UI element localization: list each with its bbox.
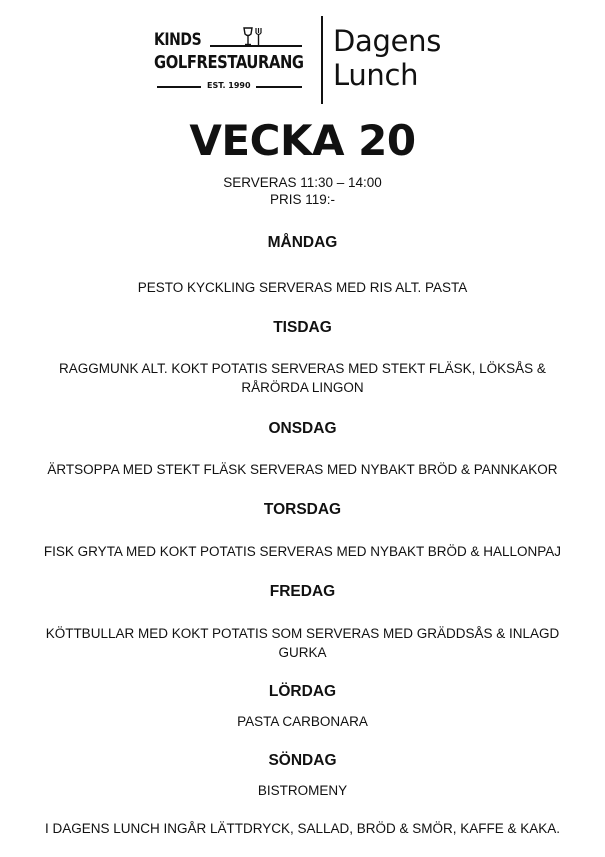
dish-tuesday-line-2: RÅRÖRDA LINGON xyxy=(241,380,364,395)
restaurant-logo xyxy=(0,0,320,110)
logo-established: EST. 1990 xyxy=(207,81,251,90)
dish-saturday: PASTA CARBONARA xyxy=(237,714,368,729)
price: PRIS 119:- xyxy=(269,192,336,207)
dish-wednesday: ÄRTSOPPA MED STEKT FLÄSK SERVERAS MED NYBAKT BRÖD & PANNKAKOR xyxy=(47,462,558,477)
day-name-sunday: SÖNDAG xyxy=(268,752,337,769)
wine-glass-fork-icon xyxy=(242,27,264,47)
header-divider xyxy=(321,16,323,104)
serving-time: SERVERAS 11:30 – 14:00 xyxy=(223,175,382,190)
tagline-line-1: Dagens xyxy=(333,24,442,58)
dish-friday-line-2: GURKA xyxy=(278,645,327,660)
footer-note: I DAGENS LUNCH INGÅR LÄTTDRYCK, SALLAD, BRÖD & SMÖR, KAFFE & KAKA. xyxy=(44,821,561,836)
day-name-thursday: TORSDAG xyxy=(263,501,342,518)
dish-monday: PESTO KYCKLING SERVERAS MED RIS ALT. PASTA xyxy=(137,280,468,295)
logo-line-2: GOLFRESTAURANG xyxy=(154,52,304,73)
tagline-line-2: Lunch xyxy=(333,58,419,92)
day-name-friday: FREDAG xyxy=(269,583,336,600)
dish-tuesday-line-1: RAGGMUNK ALT. KOKT POTATIS SERVERAS MED STEKT FLÄSK, LÖKSÅS & xyxy=(59,361,546,376)
dish-friday-line-1: KÖTTBULLAR MED KOKT POTATIS SOM SERVERAS MED GRÄDDSÅS & INLAGD xyxy=(45,626,560,641)
week-title: VECKA 20 xyxy=(189,116,416,165)
day-name-monday: MÅNDAG xyxy=(267,234,338,251)
logo-rule-top xyxy=(210,45,302,47)
dish-thursday: FISK GRYTA MED KOKT POTATIS SERVERAS MED NYBAKT BRÖD & HALLONPAJ xyxy=(43,544,562,559)
day-name-wednesday: ONSDAG xyxy=(268,420,337,437)
logo-line-1: KINDS xyxy=(154,30,202,50)
logo-rule-right xyxy=(256,86,302,88)
day-name-saturday: LÖRDAG xyxy=(268,683,337,700)
day-name-tuesday: TISDAG xyxy=(273,319,332,336)
logo-rule-left xyxy=(157,86,201,88)
dish-sunday: BISTROMENY xyxy=(257,783,348,798)
